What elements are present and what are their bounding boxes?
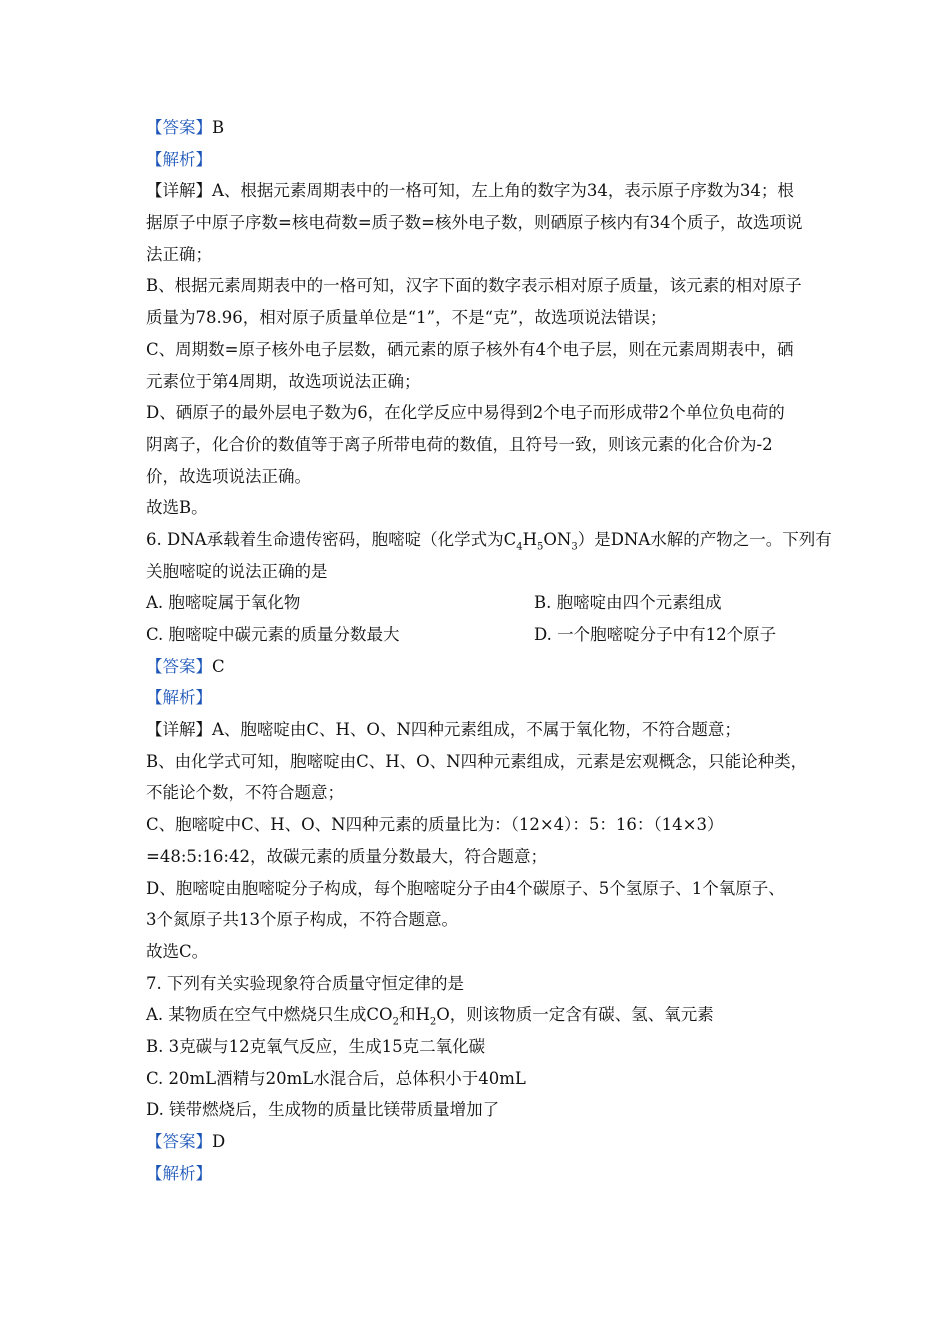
q5-detail-line-2: 据原子中原子序数=核电荷数=质子数=核外电子数，则硒原子核内有34个质子，故选项说	[146, 213, 803, 233]
option-a-text: A. 某物质在空气中燃烧只生成CO	[146, 1005, 393, 1025]
q5-c-line-1: C、周期数=原子核外电子层数，硒元素的原子核外有4个电子层，则在元素周期表中，硒	[146, 339, 794, 359]
q7-option-a	[146, 999, 816, 1031]
formula-subscript: 2	[429, 1016, 437, 1028]
option-a-text: 和H	[398, 1005, 430, 1025]
q5-conclusion: 故选B。	[146, 498, 208, 518]
answer-value: B	[212, 118, 225, 137]
q5-d-line-3: 价，故选项说法正确。	[146, 466, 311, 486]
q7-option-b: B. 3克碳与12克氧气反应，生成15克二氧化碳	[146, 1036, 486, 1056]
answer-tag: 【答案】	[146, 1132, 212, 1151]
q6-stem-line-1	[146, 524, 832, 556]
option-a-text: O，则该物质一定含有碳、氢、氧元素	[436, 1005, 714, 1025]
q7-answer-line	[146, 1126, 816, 1158]
formula-subscript: 4	[516, 541, 523, 553]
q6-options-row-2	[146, 619, 816, 651]
q6-d-line-1: D、胞嘧啶由胞嘧啶分子构成，每个胞嘧啶分子由4个碳原子、5个氢原子、1个氧原子、	[146, 878, 785, 898]
q6-stem-pre: 6. DNA承载着生命遗传密码，胞嘧啶（化学式为C	[146, 529, 517, 549]
q5-detail-line-1	[146, 175, 816, 207]
answer-value: D	[212, 1132, 226, 1151]
detail-text: A、根据元素周期表中的一格可知，左上角的数字为34，表示原子序数为34；根	[212, 181, 794, 201]
option-d: D. 一个胞嘧啶分子中有12个原子	[534, 625, 777, 644]
q7-option-d: D. 镁带燃烧后，生成物的质量比镁带质量增加了	[146, 1100, 500, 1120]
option-b: B. 胞嘧啶由四个元素组成	[534, 593, 722, 613]
answer-tag: 【答案】	[146, 656, 212, 676]
q7-option-c: C. 20mL酒精与20mL水混合后，总体积小于40mL	[146, 1068, 526, 1088]
q5-d-line-1: D、硒原子的最外层电子数为6，在化学反应中易得到2个电子而形成带2个单位负电荷的	[146, 403, 785, 423]
q5-b-line-2: 质量为78.96，相对原子质量单位是“1”，不是“克”，故选项说法错误；	[146, 308, 667, 328]
q5-c-line-2: 元素位于第4周期，故选项说法正确；	[146, 371, 421, 391]
q6-stem-post: ）是DNA水解的产物之一。下列有	[577, 529, 832, 549]
answer-tag: 【答案】	[146, 118, 212, 137]
q6-stem-line-2: 关胞嘧啶的说法正确的是	[146, 561, 328, 581]
formula-part: H	[522, 529, 537, 549]
q5-d-line-2: 阴离子，化合价的数值等于离子所带电荷的数值，且符号一致，则该元素的化合价为-2	[146, 434, 773, 454]
q6-d-line-2: 3个氮原子共13个原子构成，不符合题意。	[146, 910, 458, 930]
answer-value: C	[212, 656, 225, 676]
q6-c-line-2: =48:5:16:42，故碳元素的质量分数最大，符合题意；	[146, 846, 547, 866]
formula-subscript: 3	[571, 541, 578, 553]
q5-analysis-line	[146, 144, 816, 176]
q7-analysis-line	[146, 1158, 816, 1190]
formula-subscript: 5	[536, 541, 544, 553]
q6-b-line-1: B、由化学式可知，胞嘧啶由C、H、O、N四种元素组成，元素是宏观概念，只能论种类，	[146, 751, 808, 771]
q7-stem: 7. 下列有关实验现象符合质量守恒定律的是	[146, 973, 464, 993]
q6-analysis-line	[146, 682, 816, 714]
option-a: A. 胞嘧啶属于氧化物	[146, 593, 301, 613]
document-content	[146, 112, 832, 1189]
q5-answer-line	[146, 112, 816, 144]
q6-options-row-1	[146, 587, 816, 619]
q6-detail-a	[146, 714, 816, 746]
q5-b-line-1: B、根据元素周期表中的一格可知，汉字下面的数字表示相对原子质量，该元素的相对原子	[146, 276, 802, 296]
q6-b-line-2: 不能论个数，不符合题意；	[146, 783, 344, 803]
q6-conclusion: 故选C。	[146, 941, 209, 961]
q6-c-line-1: C、胞嘧啶中C、H、O、N四种元素的质量比为：（12×4）：5：16：（14×3）	[146, 815, 724, 835]
analysis-tag: 【解析】	[146, 1163, 212, 1183]
analysis-tag: 【解析】	[146, 149, 212, 169]
formula-subscript: 2	[392, 1016, 399, 1028]
analysis-tag: 【解析】	[146, 688, 212, 708]
detail-tag: 【详解】	[146, 181, 212, 201]
formula-part: ON	[543, 529, 572, 549]
q6-answer-line	[146, 651, 816, 683]
detail-text: A、胞嘧啶由C、H、O、N四种元素组成，不属于氧化物，不符合题意；	[212, 720, 741, 740]
option-c: C. 胞嘧啶中碳元素的质量分数最大	[146, 625, 400, 644]
detail-tag: 【详解】	[146, 720, 212, 740]
q5-detail-line-3: 法正确；	[146, 244, 212, 264]
